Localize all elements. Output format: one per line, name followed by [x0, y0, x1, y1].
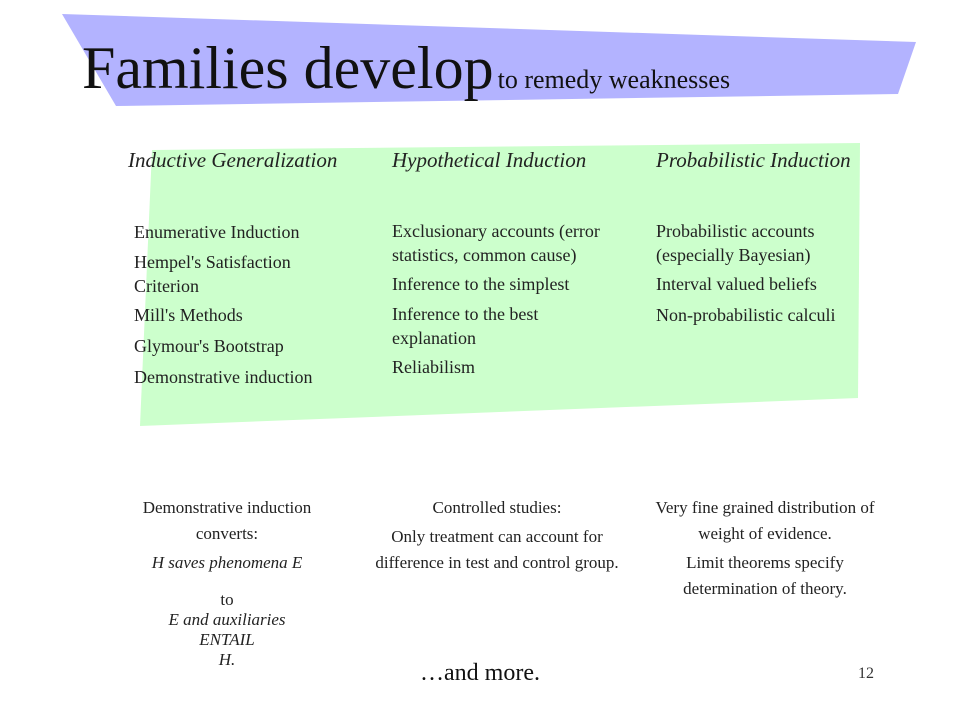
list-item: Probabilistic accounts (especially Bayesian): [656, 221, 815, 265]
column-heading-probabilistic-induction: Probabilistic Induction: [656, 148, 851, 172]
bottom-text: H.: [218, 650, 236, 669]
list-item: Interval valued beliefs: [656, 274, 817, 294]
bottom-text: H saves phenomena E: [151, 553, 303, 572]
bottom-text: Limit theorems specify determination of theory.: [683, 553, 847, 598]
list-item: Exclusionary accounts (error statistics, common cause): [392, 221, 600, 265]
list-inductive-generalization: [130, 219, 360, 395]
bottom-text: Very fine grained distribution of weight of evidence.: [655, 498, 875, 543]
list-item: Enumerative Induction: [134, 222, 300, 242]
bottom-text: E and auxiliaries: [168, 610, 286, 629]
list-item: Non-probabilistic calculi: [656, 305, 836, 325]
bottom-text: Only treatment can account for difference in test and control group.: [375, 527, 619, 572]
page-number: 12: [858, 665, 874, 682]
list-item: Inference to the simplest: [392, 274, 570, 294]
title-sub: to remedy weaknesses: [497, 65, 731, 94]
bottom-weight-of-evidence: [652, 495, 878, 605]
column-heading-inductive-generalization: Inductive Generalization: [128, 148, 338, 172]
list-item: Mill's Methods: [134, 305, 243, 325]
list-item: Hempel's Satisfaction Criterion: [134, 252, 291, 296]
and-more-text: …and more.: [420, 660, 540, 686]
bottom-text: to: [220, 590, 234, 609]
list-item: Reliabilism: [392, 357, 475, 377]
bottom-text: ENTAIL: [199, 630, 255, 649]
bottom-text: Demonstrative induction converts:: [142, 498, 312, 543]
column-heading-hypothetical-induction: Hypothetical Induction: [392, 148, 587, 172]
list-item: Demonstrative induction: [134, 367, 313, 387]
title-main: Families develop: [82, 35, 494, 101]
list-probabilistic-induction: [656, 219, 866, 333]
bottom-text: Controlled studies:: [432, 498, 562, 517]
bottom-demonstrative-induction: [112, 495, 342, 670]
list-item: Glymour's Bootstrap: [134, 336, 284, 356]
list-item: Inference to the best explanation: [392, 304, 539, 348]
list-hypothetical-induction: [392, 219, 622, 385]
bottom-controlled-studies: [372, 495, 622, 579]
